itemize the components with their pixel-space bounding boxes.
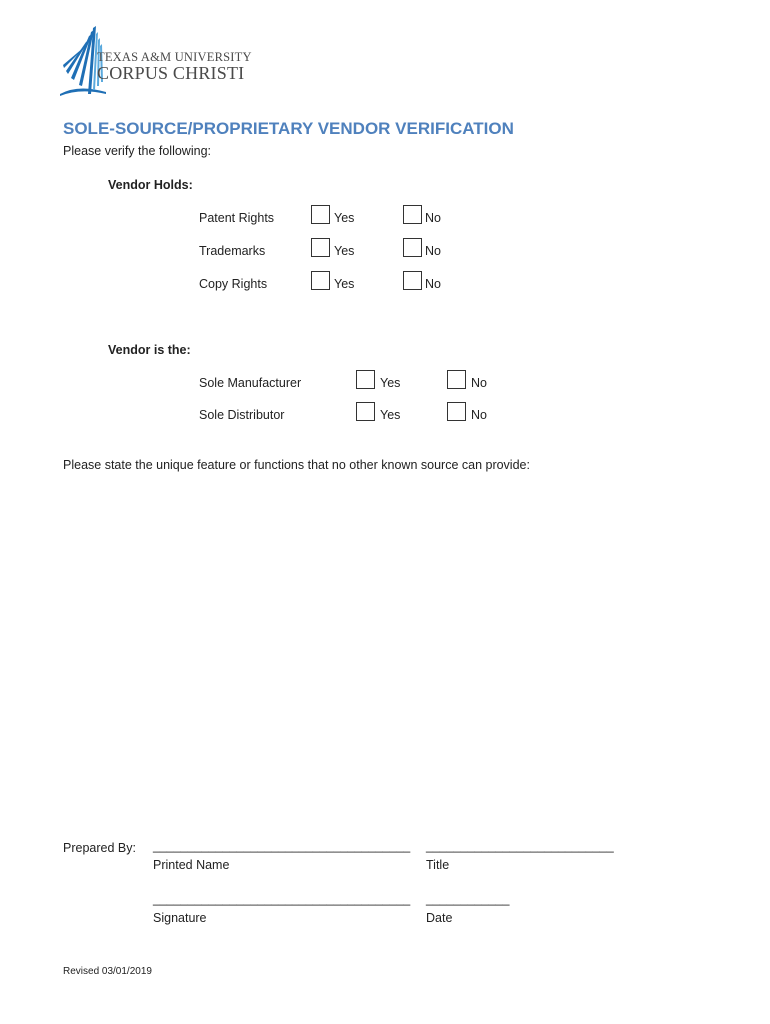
logo-text-university: TEXAS A&M UNIVERSITY: [97, 50, 252, 64]
sole-manufacturer-no-label: No: [471, 376, 487, 390]
form-title: SOLE-SOURCE/PROPRIETARY VENDOR VERIFICATION: [63, 119, 514, 138]
vendor-is-heading: Vendor is the:: [108, 343, 191, 357]
intro-text: Please verify the following:: [63, 144, 211, 158]
copy-rights-no-label: No: [425, 277, 441, 291]
sole-manufacturer-yes-label: Yes: [380, 376, 401, 390]
copy-rights-no-checkbox[interactable]: [403, 271, 422, 290]
trademarks-label: Trademarks: [199, 244, 266, 258]
trademarks-no-label: No: [425, 244, 441, 258]
patent-rights-label: Patent Rights: [199, 211, 275, 225]
logo-text-campus: CORPUS CHRISTI: [97, 63, 245, 83]
sole-manufacturer-label: Sole Manufacturer: [199, 376, 302, 390]
vendor-holds-heading: Vendor Holds:: [108, 178, 193, 192]
patent-rights-no-checkbox[interactable]: [403, 205, 422, 224]
sole-distributor-yes-checkbox[interactable]: [356, 402, 375, 421]
trademarks-yes-label: Yes: [334, 244, 355, 258]
copy-rights-yes-label: Yes: [334, 277, 355, 291]
sole-manufacturer-no-checkbox[interactable]: [447, 370, 466, 389]
prepared-by-label: Prepared By:: [63, 841, 136, 855]
signature-line[interactable]: _____________________________________: [153, 892, 411, 906]
copy-rights-yes-checkbox[interactable]: [311, 271, 330, 290]
unique-feature-answer-area[interactable]: [63, 482, 703, 822]
patent-rights-yes-checkbox[interactable]: [311, 205, 330, 224]
sole-distributor-no-label: No: [471, 408, 487, 422]
patent-rights-yes-label: Yes: [334, 211, 355, 225]
signature-label: Signature: [153, 911, 207, 925]
patent-rights-no-label: No: [425, 211, 441, 225]
sole-distributor-label: Sole Distributor: [199, 408, 285, 422]
date-label: Date: [426, 911, 453, 925]
sole-manufacturer-yes-checkbox[interactable]: [356, 370, 375, 389]
sole-distributor-yes-label: Yes: [380, 408, 401, 422]
unique-feature-prompt: Please state the unique feature or functions that no other known source can provide:: [63, 458, 530, 472]
printed-name-label: Printed Name: [153, 858, 230, 872]
title-label: Title: [426, 858, 450, 872]
sole-distributor-no-checkbox[interactable]: [447, 402, 466, 421]
printed-name-line[interactable]: _____________________________________: [153, 839, 411, 853]
revised-date: Revised 03/01/2019: [63, 966, 152, 977]
copy-rights-label: Copy Rights: [199, 277, 268, 291]
date-line[interactable]: ____________: [426, 892, 510, 906]
trademarks-no-checkbox[interactable]: [403, 238, 422, 257]
trademarks-yes-checkbox[interactable]: [311, 238, 330, 257]
title-line[interactable]: ___________________________: [426, 839, 614, 853]
